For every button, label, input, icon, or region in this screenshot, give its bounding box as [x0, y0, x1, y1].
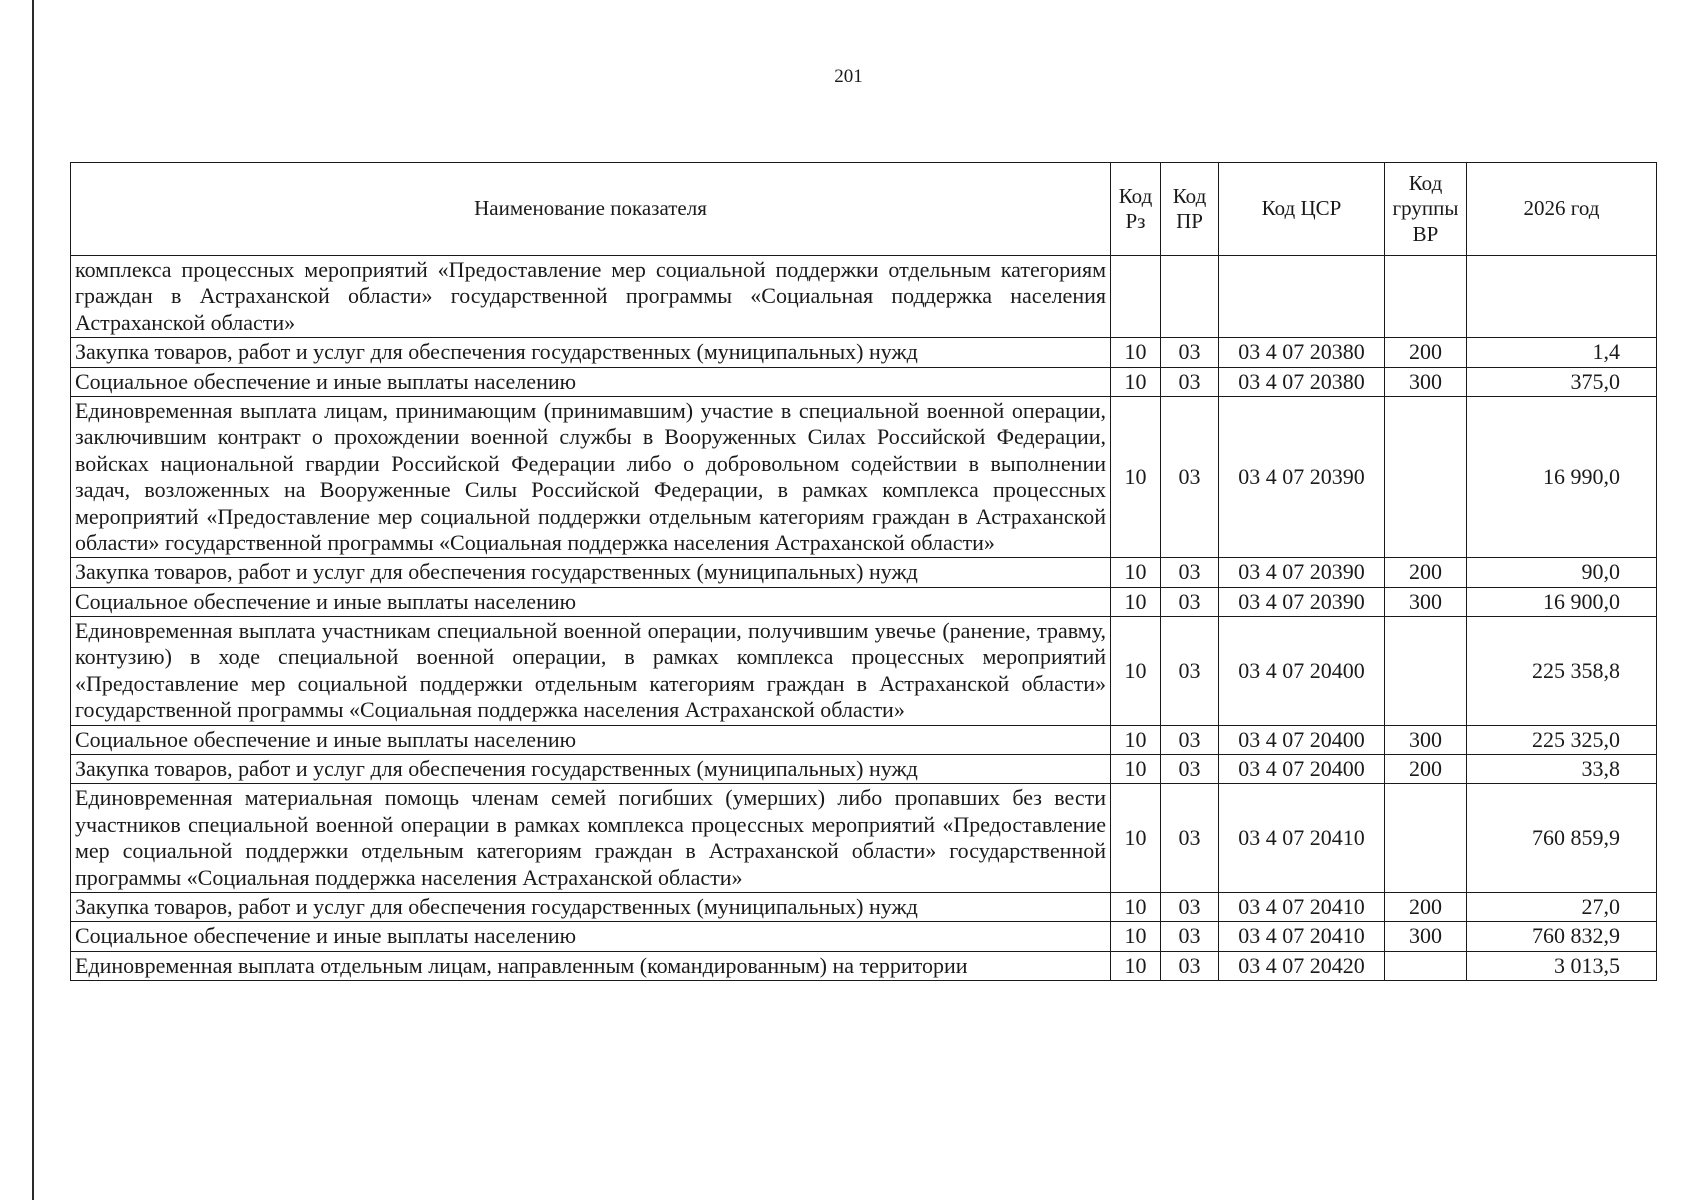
table-row	[71, 951, 1657, 980]
row-amount: 760 859,9	[1467, 784, 1657, 893]
row-vr: 300	[1385, 367, 1467, 396]
table-row	[71, 892, 1657, 921]
table-row	[71, 338, 1657, 367]
table-row	[71, 396, 1657, 557]
row-amount: 16 990,0	[1467, 396, 1657, 557]
table-header-row	[71, 163, 1657, 256]
table-row	[71, 587, 1657, 616]
row-amount: 1,4	[1467, 338, 1657, 367]
row-rz: 10	[1111, 725, 1161, 754]
row-csr: 03 4 07 20400	[1219, 755, 1385, 784]
row-rz	[1111, 256, 1161, 338]
row-name: Единовременная выплата отдельным лицам, направленным (командированным) на территории	[71, 951, 1111, 980]
table-row	[71, 755, 1657, 784]
header-pr: Код ПР	[1161, 163, 1219, 256]
row-amount: 33,8	[1467, 755, 1657, 784]
header-rz: Код Рз	[1111, 163, 1161, 256]
row-vr: 200	[1385, 892, 1467, 921]
row-pr: 03	[1161, 338, 1219, 367]
header-vr: Код группы ВР	[1385, 163, 1467, 256]
row-csr: 03 4 07 20400	[1219, 617, 1385, 726]
row-name: Закупка товаров, работ и услуг для обеспечения государственных (муниципальных) нужд	[71, 338, 1111, 367]
row-amount: 16 900,0	[1467, 587, 1657, 616]
row-vr: 300	[1385, 725, 1467, 754]
row-vr	[1385, 951, 1467, 980]
table-row	[71, 784, 1657, 893]
row-pr: 03	[1161, 951, 1219, 980]
row-csr	[1219, 256, 1385, 338]
row-rz: 10	[1111, 338, 1161, 367]
row-pr: 03	[1161, 922, 1219, 951]
table-row	[71, 617, 1657, 726]
row-pr: 03	[1161, 784, 1219, 893]
row-rz: 10	[1111, 617, 1161, 726]
row-csr: 03 4 07 20410	[1219, 922, 1385, 951]
row-rz: 10	[1111, 892, 1161, 921]
row-name: Единовременная выплата лицам, принимающим (принимавшим) участие в специальной военной операции, заключившим контракт о прохождении военной службы в Вооруженных Силах Российской Федерации, войсках национальной гвардии Российской Федерации либо о добровольном содействии в выполнении задач, возложенных на Вооруженные Силы Российской Федерации, в рамках комплекса процессных мероприятий «Предоставление мер социальной поддержки отдельным категориям граждан в Астраханской области» государственной программы «Социальная поддержка населения Астраханской области»	[71, 396, 1111, 557]
row-vr: 200	[1385, 558, 1467, 587]
row-pr: 03	[1161, 587, 1219, 616]
row-rz: 10	[1111, 558, 1161, 587]
row-vr: 200	[1385, 338, 1467, 367]
row-rz: 10	[1111, 755, 1161, 784]
row-pr: 03	[1161, 367, 1219, 396]
row-amount: 3 013,5	[1467, 951, 1657, 980]
row-rz: 10	[1111, 587, 1161, 616]
row-rz: 10	[1111, 951, 1161, 980]
row-pr: 03	[1161, 755, 1219, 784]
row-amount: 27,0	[1467, 892, 1657, 921]
row-vr	[1385, 396, 1467, 557]
row-pr: 03	[1161, 725, 1219, 754]
row-vr: 200	[1385, 755, 1467, 784]
table-row	[71, 558, 1657, 587]
row-pr: 03	[1161, 617, 1219, 726]
row-rz: 10	[1111, 396, 1161, 557]
row-amount: 225 325,0	[1467, 725, 1657, 754]
row-rz: 10	[1111, 922, 1161, 951]
row-vr	[1385, 784, 1467, 893]
row-pr: 03	[1161, 558, 1219, 587]
table-row	[71, 256, 1657, 338]
row-amount: 760 832,9	[1467, 922, 1657, 951]
row-name: Социальное обеспечение и иные выплаты населению	[71, 367, 1111, 396]
page-margin-line	[32, 0, 34, 1200]
table-row	[71, 367, 1657, 396]
row-amount: 375,0	[1467, 367, 1657, 396]
row-name: комплекса процессных мероприятий «Предоставление мер социальной поддержки отдельным категориям граждан в Астраханской области» государственной программы «Социальная поддержка населения Астраханской области»	[71, 256, 1111, 338]
row-name: Закупка товаров, работ и услуг для обеспечения государственных (муниципальных) нужд	[71, 558, 1111, 587]
page-number: 201	[834, 66, 863, 87]
row-vr	[1385, 256, 1467, 338]
row-pr: 03	[1161, 892, 1219, 921]
row-amount: 225 358,8	[1467, 617, 1657, 726]
row-csr: 03 4 07 20420	[1219, 951, 1385, 980]
row-name: Закупка товаров, работ и услуг для обеспечения государственных (муниципальных) нужд	[71, 755, 1111, 784]
row-vr: 300	[1385, 922, 1467, 951]
row-name: Закупка товаров, работ и услуг для обеспечения государственных (муниципальных) нужд	[71, 892, 1111, 921]
row-name: Социальное обеспечение и иные выплаты населению	[71, 725, 1111, 754]
row-name: Единовременная выплата участникам специальной военной операции, получившим увечье (ранение, травму, контузию) в ходе специальной военной операции, в рамках комплекса процессных мероприятий «Предоставление мер социальной поддержки отдельным категориям граждан в Астраханской области» государственной программы «Социальная поддержка населения Астраханской области»	[71, 617, 1111, 726]
table-row	[71, 725, 1657, 754]
header-name: Наименование показателя	[71, 163, 1111, 256]
row-csr: 03 4 07 20390	[1219, 396, 1385, 557]
budget-table	[70, 162, 1657, 981]
header-year: 2026 год	[1467, 163, 1657, 256]
row-name: Социальное обеспечение и иные выплаты населению	[71, 922, 1111, 951]
row-amount: 90,0	[1467, 558, 1657, 587]
header-csr: Код ЦСР	[1219, 163, 1385, 256]
row-vr	[1385, 617, 1467, 726]
row-pr: 03	[1161, 396, 1219, 557]
row-rz: 10	[1111, 367, 1161, 396]
row-csr: 03 4 07 20390	[1219, 558, 1385, 587]
row-amount	[1467, 256, 1657, 338]
row-rz: 10	[1111, 784, 1161, 893]
row-pr	[1161, 256, 1219, 338]
row-csr: 03 4 07 20410	[1219, 784, 1385, 893]
row-csr: 03 4 07 20390	[1219, 587, 1385, 616]
row-csr: 03 4 07 20380	[1219, 367, 1385, 396]
row-name: Единовременная материальная помощь членам семей погибших (умерших) либо пропавших без вести участников специальной военной операции в рамках комплекса процессных мероприятий «Предоставление мер социальной поддержки отдельным категориям граждан в Астраханской области» государственной программы «Социальная поддержка населения Астраханской области»	[71, 784, 1111, 893]
row-csr: 03 4 07 20380	[1219, 338, 1385, 367]
row-csr: 03 4 07 20400	[1219, 725, 1385, 754]
row-csr: 03 4 07 20410	[1219, 892, 1385, 921]
table-row	[71, 922, 1657, 951]
row-name: Социальное обеспечение и иные выплаты населению	[71, 587, 1111, 616]
row-vr: 300	[1385, 587, 1467, 616]
